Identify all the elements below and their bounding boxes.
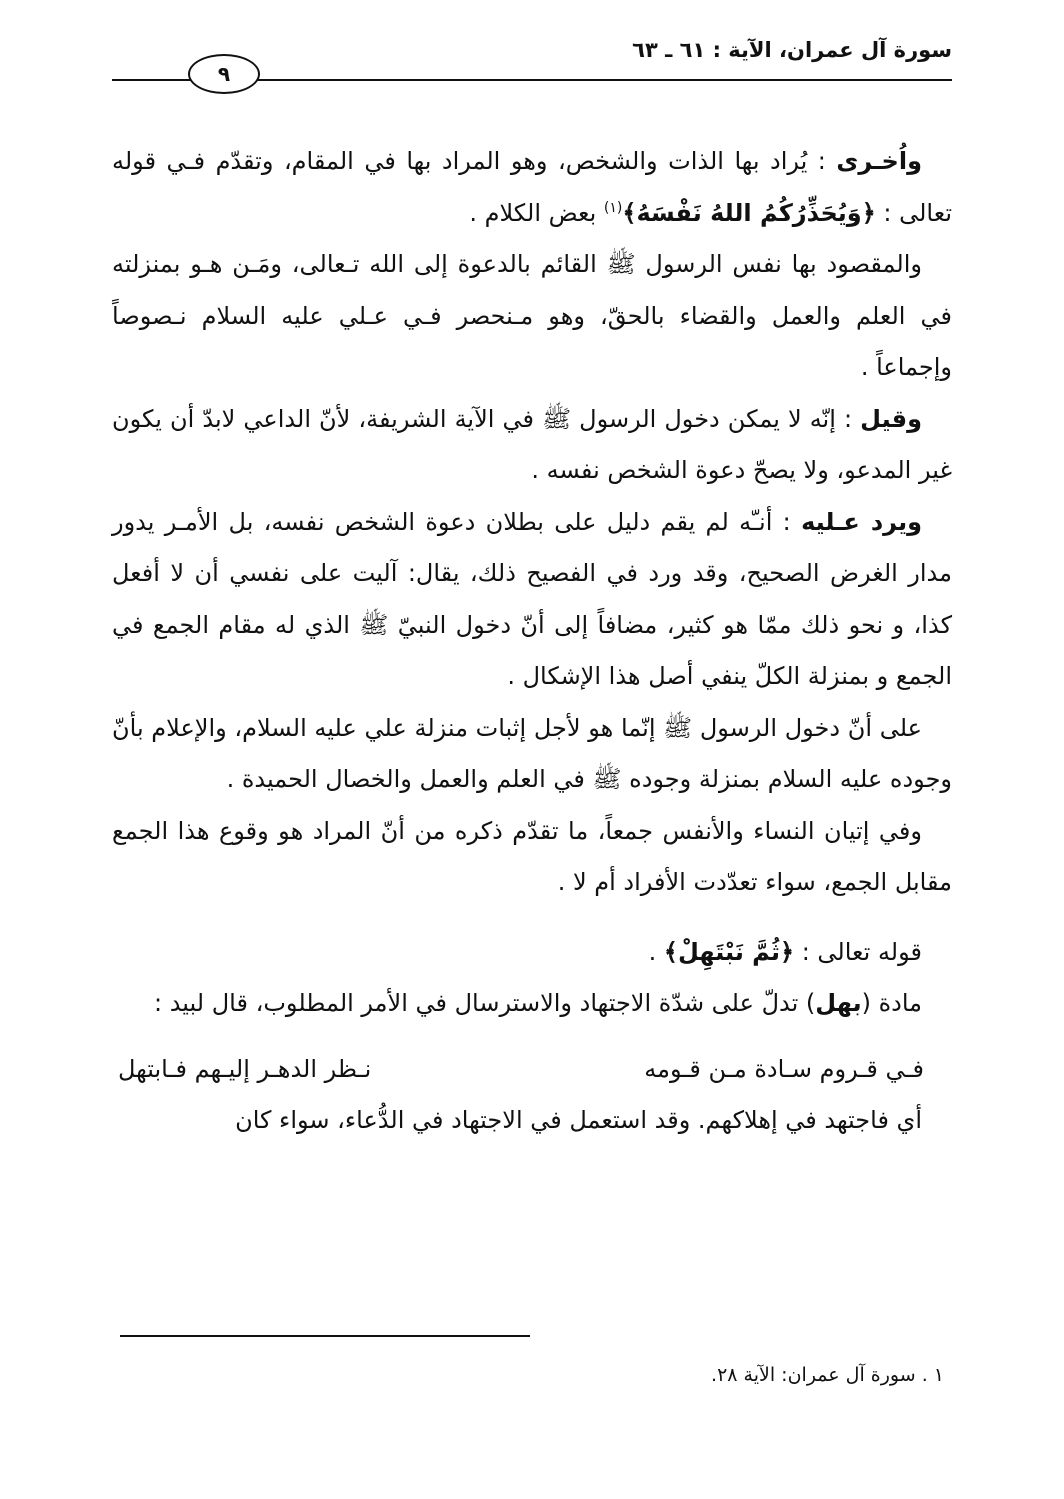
paragraph-1-text: : يُراد بها الذات والشخص، وهو المراد بها في المقام، وتقدّم فـي قوله تعالى :	[112, 147, 952, 227]
paragraph-8	[112, 978, 952, 1030]
paragraph-1-tail: بعض الكلام .	[469, 198, 604, 227]
paragraph-8-lead: مادة (	[861, 989, 922, 1017]
quran-verse-1: ﴿وَيُحَذِّرُكُمُ اللهُ نَفْسَهُ﴾	[622, 198, 876, 227]
paragraph-1	[112, 136, 952, 239]
page-number: ٩	[188, 54, 260, 94]
paragraph-3-lead: وقيل	[860, 404, 922, 433]
paragraph-2: والمقصود بها نفس الرسول ﷺ القائم بالدعوة إلى الله تـعالى، ومَـن هـو بمنزلته في العلم والعمل والقضاء بالحقّ، وهو مـنحصر فـي عـلي عليه السلام نـصوصاً وإجماعاً .	[112, 250, 952, 381]
paragraph-3-text: : إنّه لا يمكن دخول الرسول ﷺ في الآية الشريفة، لأنّ الداعي لابدّ أن يكون غير المدعو، ولا يصحّ دعوة الشخص نفسه .	[112, 404, 952, 484]
paragraph-5: على أنّ دخول الرسول ﷺ إنّما هو لأجل إثبات منزلة علي عليه السلام، والإعلام بأنّ وجوده عليه السلام بمنزلة وجوده ﷺ في العلم والعمل والخصال الحميدة .	[112, 713, 952, 793]
paragraph-4-lead: ويرد عـليه	[801, 507, 922, 536]
body-text	[112, 136, 952, 1147]
paragraph-7-tail: .	[648, 937, 664, 966]
poem-verse	[112, 1044, 952, 1096]
running-header-title: سورة آل عمران، الآية : ٦١ ـ ٦٣	[632, 38, 952, 62]
footnote-1: ١ . سورة آل عمران: الآية ٢٨.	[711, 1364, 944, 1386]
poem-hemistich-1: فـي قـروم سـادة مـن قـومه	[644, 1054, 924, 1083]
quran-verse-2: ﴿ثُمَّ نَبْتَهِلْ﴾	[663, 937, 795, 966]
paragraph-7-lead: قوله تعالى :	[794, 937, 922, 966]
paragraph-4-text: : أنـّه لم يقم دليل على بطلان دعوة الشخص نفسه، بل الأمـر يدور مدار الغرض الصحيح، وقد ورد في الفصيح ذلك، يقال: آليت على نفسي أن لا أفعل كذا، و نحو ذلك ممّا هو كثير، مضافاً إلى أنّ دخول النبيّ ﷺ الذي له مقام الجمع في الجمع و بمنزلة الكلّ ينفي أصل هذا الإشكال .	[112, 507, 952, 690]
paragraph-9: أي فاجتهد في إهلاكهم. وقد استعمل في الاجتهاد في الدُّعاء، سواء كان	[235, 1106, 922, 1134]
paragraph-8-word: بهل	[815, 989, 862, 1017]
paragraph-6: وفي إتيان النساء والأنفس جمعاً، ما تقدّم ذكره من أنّ المراد هو وقوع هذا الجمع مقابل الجمع، سواء تعدّدت الأفراد أم لا .	[112, 816, 952, 896]
paragraph-8-text: ) تدلّ على شدّة الاجتهاد والاسترسال في الأمر المطلوب، قال لبيد :	[153, 989, 816, 1017]
footnote-rule	[120, 1335, 530, 1337]
footnote-ref-1[interactable]: (١)	[603, 199, 623, 216]
paragraph-3	[112, 394, 952, 497]
paragraph-1-lead: واُخـرى	[836, 147, 922, 175]
poem-hemistich-2: نـظر الدهـر إليـهم فـابتهل	[118, 1054, 372, 1083]
paragraph-7	[112, 927, 952, 979]
section-gap	[112, 909, 952, 927]
paragraph-4	[112, 497, 952, 703]
